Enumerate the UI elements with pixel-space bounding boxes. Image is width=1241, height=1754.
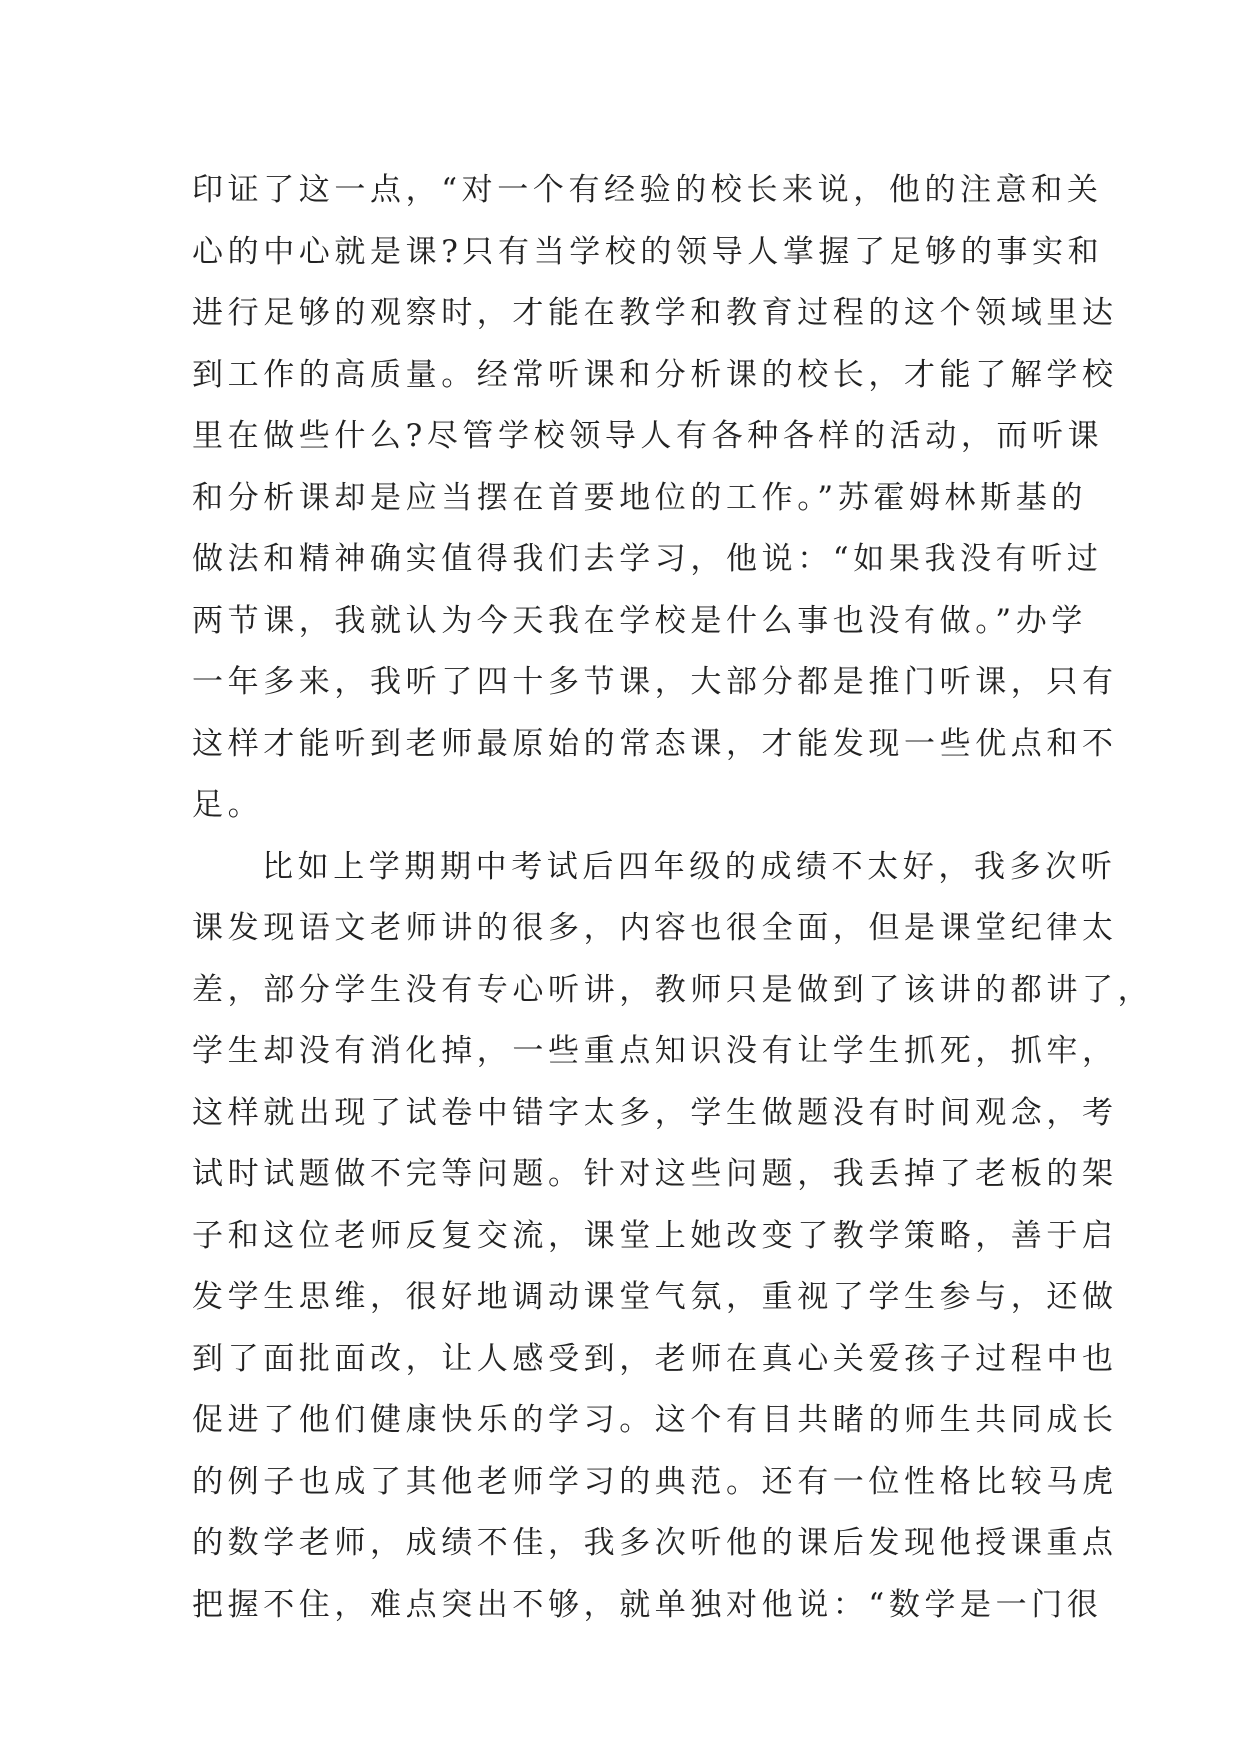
text-line: 到工作的高质量。经常听课和分析课的校长，才能了解学校 [192,356,1118,393]
body-text [192,160,1154,1636]
text-line: 里在做些什么?尽管学校领导人有各种各样的活动，而听课 [192,418,1104,454]
text-line: 一年多来，我听了四十多节课，大部分都是推门听课，只有 [192,664,1118,700]
text-line: 进行足够的观察时，才能在教学和教育过程的这个领域里达 [192,295,1118,331]
text-line: 课发现语文老师讲的很多，内容也很全面，但是课堂纪律太 [192,910,1118,946]
text-line: 的数学老师，成绩不佳，我多次听他的课后发现他授课重点 [192,1525,1118,1561]
text-line: 差，部分学生没有专心听讲，教师只是做到了该讲的都讲了， [192,971,1154,1008]
text-line: 的例子也成了其他老师学习的典范。还有一位性格比较马虎 [192,1463,1118,1500]
text-line: 发学生思维，很好地调动课堂气氛，重视了学生参与，还做 [192,1279,1118,1315]
text-line: 这样才能听到老师最原始的常态课，才能发现一些优点和不 [192,725,1118,762]
text-line: 做法和精神确实值得我们去学习，他说：“如果我没有听过 [192,541,1103,577]
text-line: 到了面批面改，让人感受到，老师在真心关爱孩子过程中也 [192,1340,1118,1377]
text-line: 试时试题做不完等问题。针对这些问题，我丢掉了老板的架 [192,1156,1118,1192]
text-line: 心的中心就是课?只有当学校的领导人掌握了足够的事实和 [192,233,1104,270]
paragraph-1 [192,160,1118,837]
text-line: 促进了他们健康快乐的学习。这个有目共睹的师生共同成长 [192,1402,1118,1438]
text-line: 学生却没有消化掉，一些重点知识没有让学生抓死，抓牢， [192,1033,1118,1069]
text-line: 把握不住，难点突出不够，就单独对他说：“数学是一门很 [192,1586,1103,1623]
text-line: 这样就出现了试卷中错字太多，学生做题没有时间观念，考 [192,1094,1118,1131]
text-line: 两节课，我就认为今天我在学校是什么事也没有做。”办学 [192,602,1087,639]
text-line: 比如上学期期中考试后四年级的成绩不太好，我多次听 [262,848,1117,885]
text-line: 印证了这一点，“对一个有经验的校长来说，他的注意和关 [192,172,1103,208]
text-line: 子和这位老师反复交流，课堂上她改变了教学策略，善于启 [192,1217,1118,1254]
paragraph-2 [192,837,1154,1637]
text-line: 足。 [192,787,264,823]
text-line: 和分析课却是应当摆在首要地位的工作。”苏霍姆林斯基的 [192,479,1087,516]
